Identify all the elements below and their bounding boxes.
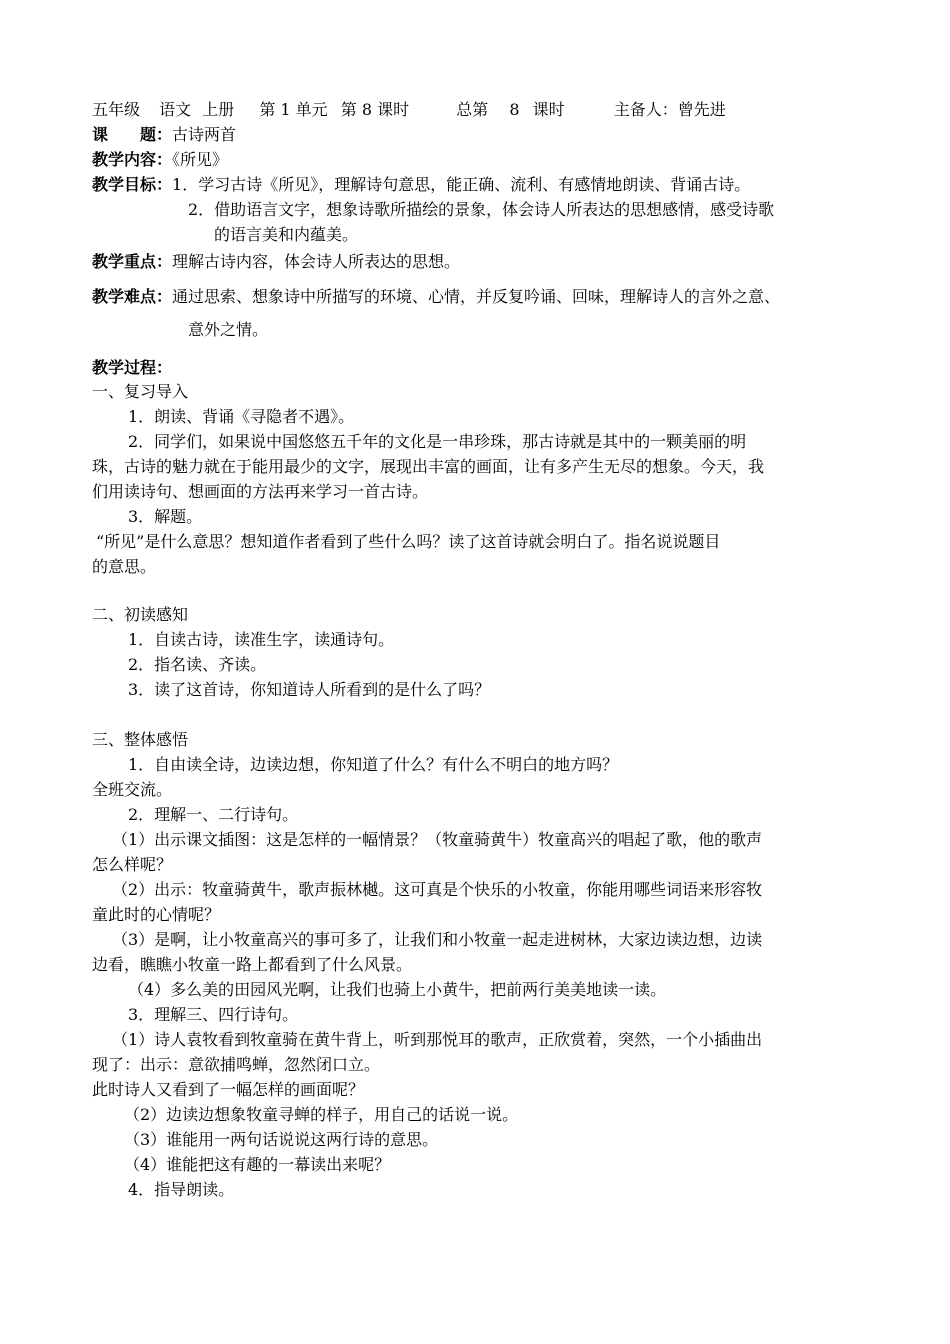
header-line <box>92 98 726 122</box>
section-1-item-2b: 珠，古诗的魅力就在于能用最少的文字，展现出丰富的画面，让有多产生无尽的想象。今天，我 <box>92 457 765 476</box>
section-1-item-1: 1．朗读、背诵《寻隐者不遇》。 <box>128 407 355 426</box>
header-preparer: 主备人：曾先进 <box>613 100 726 119</box>
topic-row <box>92 123 236 147</box>
section-2-title: 二、初读感知 <box>92 605 189 624</box>
section-2-item-2: 2．指名读、齐读。 <box>128 655 267 674</box>
key-point-label: 教学重点： <box>92 252 173 271</box>
header-total: 总第 <box>456 100 489 119</box>
section-2-item-1: 1．自读古诗，读准生字，读通诗句。 <box>128 630 395 649</box>
goal-label: 教学目标： <box>92 175 173 194</box>
section-3-item-2-1a: （1）出示课文插图：这是怎样的一幅情景？（牧童骑黄牛）牧童高兴的唱起了歌，他的歌声 <box>112 830 763 849</box>
section-3-item-2-3b: 边看，瞧瞧小牧童一路上都看到了什么风景。 <box>92 955 413 974</box>
goal-item-2a: 2．借助语言文字，想象诗歌所描绘的景象，体会诗人所表达的思想感情，感受诗歌 <box>188 200 775 219</box>
section-3-item-3-2: （2）边读边想象牧童寻蝉的样子，用自己的话说一说。 <box>124 1105 519 1124</box>
header-unit: 第 1 单元 <box>259 100 328 119</box>
section-3-item-3-4: （4）谁能把这有趣的一幕读出来呢？ <box>124 1155 391 1174</box>
key-point-row <box>92 250 460 274</box>
section-1-item-2c: 们用读诗句、想画面的方法再来学习一首古诗。 <box>92 482 429 501</box>
content-value: 《所见》 <box>172 150 229 169</box>
process-label: 教学过程： <box>92 358 173 377</box>
topic-label: 课 题： <box>92 125 173 144</box>
difficulty-value-b: 意外之情。 <box>188 320 269 339</box>
content-row <box>92 148 228 172</box>
section-1-item-3: 3．解题。 <box>128 507 203 526</box>
section-3-item-3-1c: 此时诗人又看到了一幅怎样的画面呢？ <box>92 1080 365 1099</box>
header-total-suffix: 课时 <box>532 100 565 119</box>
header-lesson: 第 8 课时 <box>340 100 410 119</box>
section-3-item-2-4: （4）多么美的田园风光啊，让我们也骑上小黄牛，把前两行美美地读一读。 <box>128 980 667 999</box>
section-1-item-3b: 的意思。 <box>92 557 157 576</box>
section-1-item-2a: 2．同学们，如果说中国悠悠五千年的文化是一串珍珠，那古诗就是其中的一颗美丽的明 <box>128 432 747 451</box>
header-subject: 语文 <box>159 100 192 119</box>
goal-item-2b: 的语言美和内蕴美。 <box>214 225 359 244</box>
goal-row <box>92 173 750 197</box>
difficulty-row <box>92 285 780 309</box>
header-total-num: 8 <box>509 100 520 119</box>
section-3-item-3-1b: 现了：出示：意欲捕鸣蝉，忽然闭口立。 <box>92 1055 381 1074</box>
section-3-item-1b: 全班交流。 <box>92 780 173 799</box>
goal-item-1: 1．学习古诗《所见》，理解诗句意思，能正确、流利、有感情地朗读、背诵古诗。 <box>172 175 751 194</box>
topic-value: 古诗两首 <box>172 125 237 144</box>
section-2-item-3: 3．读了这首诗，你知道诗人所看到的是什么了吗？ <box>128 680 491 699</box>
section-3-item-2-2b: 童此时的心情呢？ <box>92 905 221 924</box>
header-grade: 五年级 <box>92 100 141 119</box>
section-3-title: 三、整体感悟 <box>92 730 189 749</box>
key-point-value: 理解古诗内容，体会诗人所表达的思想。 <box>172 252 461 271</box>
section-3-item-2: 2．理解一、二行诗句。 <box>128 805 299 824</box>
difficulty-value-a: 通过思索、想象诗中所描写的环境、心情，并反复吟诵、回味，理解诗人的言外之意、 <box>172 287 781 306</box>
section-3-item-4: 4．指导朗读。 <box>128 1180 235 1199</box>
section-1-item-3a: “所见”是什么意思？想知道作者看到了些什么吗？读了这首诗就会明白了。指名说说题目 <box>96 532 721 551</box>
section-1-title: 一、复习导入 <box>92 382 189 401</box>
section-3-item-3: 3．理解三、四行诗句。 <box>128 1005 299 1024</box>
section-3-item-1: 1．自由读全诗，边读边想，你知道了什么？有什么不明白的地方吗？ <box>128 755 619 774</box>
header-volume: 上册 <box>202 100 235 119</box>
section-3-item-2-3a: （3）是啊，让小牧童高兴的事可多了，让我们和小牧童一起走进树林，大家边读边想，边读 <box>112 930 763 949</box>
content-label: 教学内容： <box>92 150 173 169</box>
section-3-item-2-1b: 怎么样呢？ <box>92 855 173 874</box>
section-3-item-3-3: （3）谁能用一两句话说说这两行诗的意思。 <box>124 1130 439 1149</box>
difficulty-label: 教学难点： <box>92 287 173 306</box>
section-3-item-2-2a: （2）出示：牧童骑黄牛，歌声振林樾。这可真是个快乐的小牧童，你能用哪些词语来形容牧 <box>112 880 763 899</box>
section-3-item-3-1a: （1）诗人袁牧看到牧童骑在黄牛背上，听到那悦耳的歌声，正欣赏着，突然，一个小插曲出 <box>112 1030 763 1049</box>
